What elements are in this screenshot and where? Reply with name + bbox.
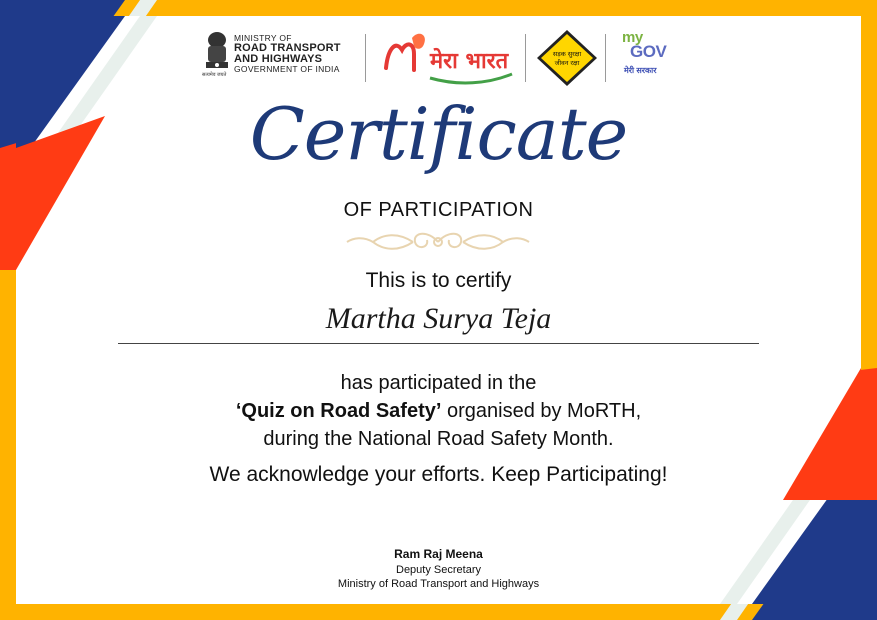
road-safety-logo xyxy=(535,28,599,88)
name-underline xyxy=(118,343,759,344)
logo-divider xyxy=(365,34,366,82)
mygov-gov-text: GOV xyxy=(630,42,667,61)
mybharat-logo-icon xyxy=(378,28,518,88)
certificate-title: Certificate xyxy=(249,92,628,176)
quiz-name: ‘Quiz on Road Safety’ xyxy=(235,400,442,422)
mygov-logo xyxy=(622,28,682,88)
mybharat-logo xyxy=(378,28,518,88)
mygov-my-text: my xyxy=(622,29,643,46)
signatory-organisation: Ministry of Road Transport and Highways xyxy=(337,578,540,590)
certificate-subtitle: OF PARTICIPATION xyxy=(343,199,534,221)
certify-text: This is to certify xyxy=(365,269,512,292)
svg-text:जीवन रक्षा: जीवन रक्षा xyxy=(554,59,580,67)
mybharat-text: मेरा भारत xyxy=(430,49,509,74)
road-safety-text: सड़क सुरक्षा xyxy=(552,50,582,58)
logo-row xyxy=(200,28,680,88)
body-line-3: during the National Road Safety Month. xyxy=(263,428,614,450)
mygov-tagline: मेरी सरकार xyxy=(624,66,657,75)
emblem-caption: सत्यमेव जयते xyxy=(202,72,227,78)
ministry-logo xyxy=(200,28,360,88)
body-line-1: has participated in the xyxy=(340,372,537,394)
signatory-name: Ram Raj Meena xyxy=(394,547,483,561)
signatory-designation: Deputy Secretary xyxy=(396,564,481,576)
ashoka-emblem-icon xyxy=(202,30,232,74)
road-safety-sign-icon xyxy=(535,28,599,88)
logo-divider xyxy=(605,34,606,82)
body-line-4: We acknowledge your efforts. Keep Participating! xyxy=(209,463,668,486)
recipient-name: Martha Surya Teja xyxy=(325,302,552,335)
body-line-2-rest: organised by MoRTH, xyxy=(441,400,642,422)
ministry-name: MINISTRY OF ROAD TRANSPORT AND HIGHWAYS GOVERNMENT OF INDIA xyxy=(234,33,341,74)
logo-divider xyxy=(525,34,526,82)
body-line-2 xyxy=(0,400,877,423)
ornament-flourish-icon xyxy=(343,228,533,256)
